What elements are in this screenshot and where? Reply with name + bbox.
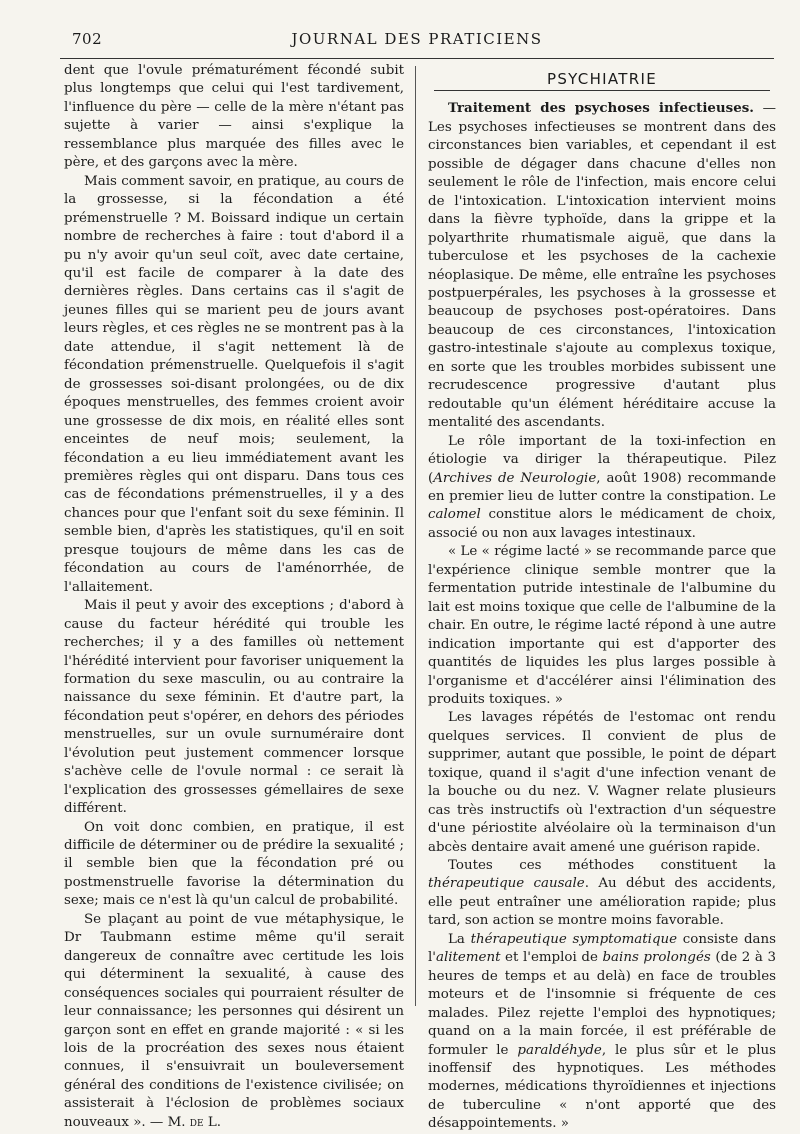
emphasis: alitement — [435, 950, 501, 966]
citation: Archives de Neurologie — [433, 470, 597, 486]
paragraph: Toutes ces méthodes constituent la thérapeutique causale. Au début des accidents, elle peut entraîner une amélioration rapide; plus tard, son action se montre moins favorable. — [428, 858, 776, 929]
emphasis: bains prolongés — [602, 950, 711, 966]
left-column — [64, 62, 404, 1132]
paragraph: Mais il peut y avoir des exceptions ; d'abord à cause du facteur hérédité qui trouble les recherches; il y a des familles où nettement l'hérédité intervient pour favoriser uniquement la formation du sexe masculin, ou au contraire la naissance du sexe féminin. Et d'autre part, la fécondation peut s'opérer, en dehors des périodes menstruelles, sur un ovule surnuméraire dont l'évolution peut justement commencer lorsque s'achève celle de l'ovule normal : ce serait là l'explication des grossesses gémellaires de sexe différent. — [64, 598, 404, 817]
right-column — [428, 62, 776, 1134]
paragraph: dent que l'ovule prématurément fécondé subit plus longtemps que celui qui l'est tardivement, l'influence du père — celle de la mère n'étant pas sujette à varier — ainsi s'explique la ressemblance plus marquée des filles avec le père, et des garçons avec la mère. — [64, 63, 404, 171]
paragraph-with-signature — [64, 911, 404, 1132]
author-signature: M. de L. — [167, 1114, 221, 1130]
paragraph: On voit donc combien, en pratique, il est difficile de déterminer ou de prédire la sexualité ; il semble bien que la fécondation pré ou postmenstruelle favorise la détermination du sexe; mais ce n'est là qu'un calcul de probabilité. — [64, 819, 404, 909]
emphasis: paraldéhyde — [517, 1042, 602, 1058]
paragraph: Mais comment savoir, en pratique, au cours de la grossesse, si la fécondation a été prémenstruelle ? M. Boissard indique un certain nombre de recherches à faire : tout d'abord il a pu n'y avoir qu'un seul coït, avec date certaine, qu'il est facile de comparer à la date des dernières règles. Dans certains cas il s'agit de jeunes filles qui se marient peu de jours avant leurs règles, et ces règles ne se montrent pas à la date attendue, il s'agit nettement là de fécondation prémenstruelle. Quelquefois il s'agit de grossesses soi-disant prolongées, ou de dix époques menstruelles, des femmes croient avoir une grossesse de dix mois, en réalité elles sont enceintes de neuf mois; seulement, la fécondation a eu lieu immédiatement avant les premières règles qui ont disparu. Dans tous ces cas de fécondations prémenstruelles, il y a des chances pour que l'enfant soit du sexe féminin. Il semble bien, d'après les statistiques, qu'il en soit presque toujours de même dans les cas de fécondation au cours de l'aménorrhée, de l'allaitement. — [64, 173, 404, 595]
paragraph: Se plaçant au point de vue métaphysique, le Dr Taubmann estime même qu'il serait dangereux de connaître avec certitude les lois qui déterminent la sexualité, à cause des conséquences sociales qui pourraient résulter de leur connaissance; les personnes qui désirent un garçon sont en effet en grande majorité : « si les lois de la procréation des sexes nous étaient connues, il s'ensuivrait un bouleversement général des conditions de l'existence civilisée; on assisterait à l'éclosion de problèmes sociaux nouveaux ». — — [64, 911, 404, 1130]
paragraph: La thérapeutique symptomatique consiste dans l'alitement et l'emploi de bains prolongés (de 2 à 3 heures de temps et au delà) en face de troubles moteurs et de l'insomnie si fréquente de ces malades. Pilez rejette l'emploi des hypnotiques; quand on a la main forcée, il est préférable de formuler le paraldéhyde, le plus sûr et le plus inoffensif des hypnotiques. Les méthodes modernes, médications thyroïdiennes et injections de tuberculine « n'ont apporté que des désappointements. » — [428, 931, 776, 1132]
paragraph: Les lavages répétés de l'estomac ont rendu quelques services. Il convient de plus de supprimer, autant que possible, le point de départ toxique, quand il s'agit d'une infection venant de la bouche ou du nez. V. Wagner relate plusieurs cas très instructifs où l'extraction d'un séquestre d'une périostite alvéolaire où la terminaison d'un abcès dentaire avait amené une guérison rapide. — [428, 710, 776, 855]
section-title: PSYCHIATRIE — [547, 70, 657, 88]
drug-name: calomel — [428, 507, 481, 523]
section-rule — [434, 90, 770, 91]
column-divider — [415, 66, 416, 1006]
paragraph: Traitement des psychoses infectieuses. — Les psychoses infectieuses se montrent dans des circonstances bien variables, et cependant il est possible de dégager dans chacune d'elles non seulement le rôle de l'infection, mais encore celui de l'intoxication. L'intoxication intervient moins dans la fièvre typhoïde, dans la grippe et la polyarthrite rhumatismale aiguë, que dans la tuberculose et les psychoses de la cachexie néoplasique. De même, elle entraîne les psychoses postpuerpérales, les psychoses à la grossesse et beaucoup de psychoses post-opératoires. Dans beaucoup de ces circonstances, l'intoxication gastro-intestinale s'ajoute au complexus toxique, en sorte que les troubles morbides subissent une recrudescence progressive d'autant plus redoutable qu'un élément héréditaire accuse la mentalité des ascendants. — [428, 100, 777, 431]
emphasis: thérapeutique symptomatique — [470, 931, 678, 947]
page-header — [60, 28, 774, 52]
journal-title: JOURNAL DES PRATICIENS — [291, 30, 543, 48]
header-rule — [60, 58, 774, 59]
paragraph: Le rôle important de la toxi-infection en étiologie va diriger la thérapeutique. Pilez (Archives de Neurologie, août 1908) recommande en premier lieu de lutter contre la constipation. Le calomel constitue alors le médicament de choix, associé ou non aux lavages intestinaux. — [428, 433, 777, 541]
page-number: 702 — [72, 30, 103, 48]
emphasis: thérapeutique causale — [428, 876, 585, 892]
article-title: Traitement des psychoses infectieuses. — [448, 100, 754, 117]
paragraph: « Le « régime lacté » se recommande parce que l'expérience clinique semble montrer que la fermentation putride intestinale de l'albumine du lait est moins toxique que celle de l'albumine de la chair. En outre, le régime lacté répond à une autre indication importante qui est d'apporter des quantités de liquides les plus larges possible à l'organisme et d'accélérer ainsi l'élimination des produits toxiques. » — [428, 544, 776, 707]
